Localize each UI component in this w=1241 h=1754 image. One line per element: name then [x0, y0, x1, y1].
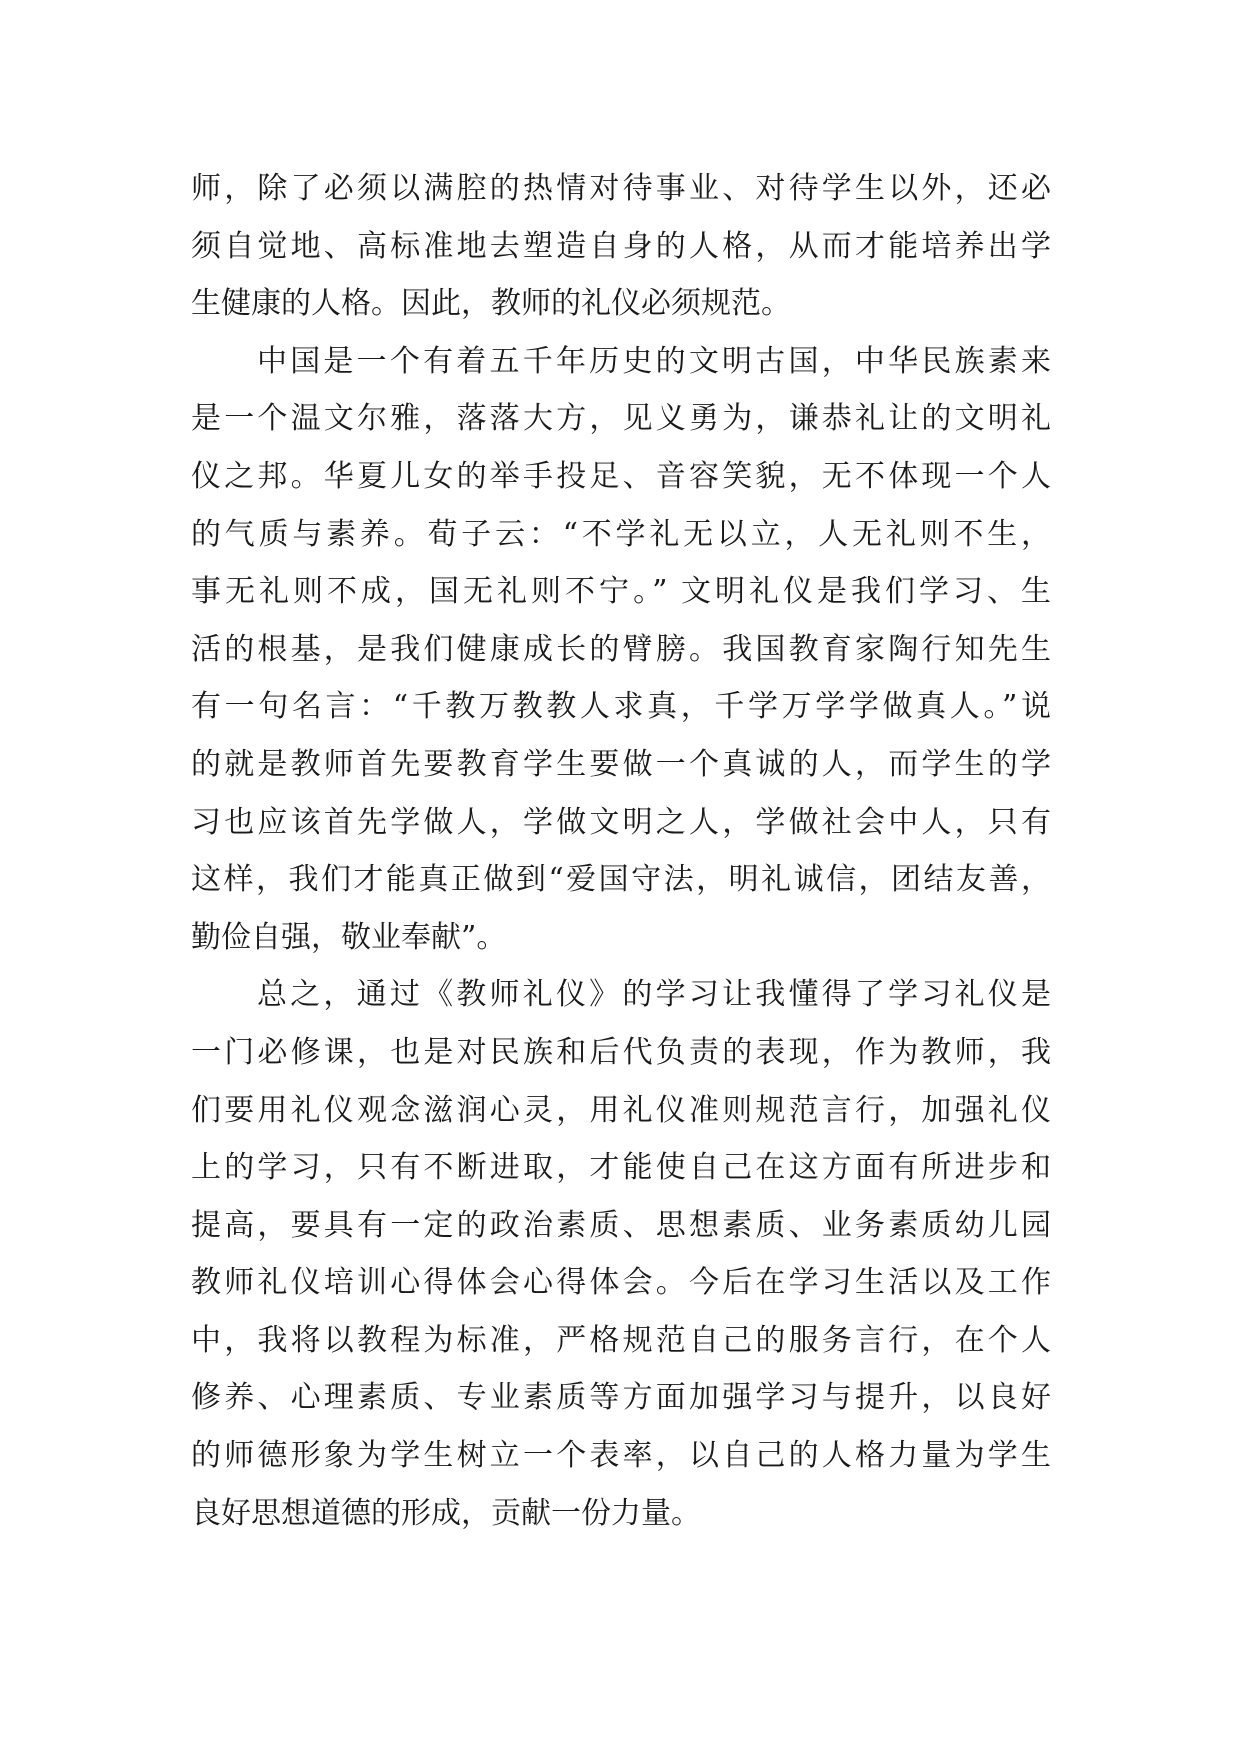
- text-line: 仪之邦。华夏儿女的举手投足、音容笑貌，无不体现一个人: [191, 458, 1051, 494]
- text-line: 须自觉地、高标准地去塑造自身的人格，从而才能培养出学: [191, 228, 1051, 264]
- text-line: 们要用礼仪观念滋润心灵，用礼仪准则规范言行，加强礼仪: [191, 1092, 1051, 1128]
- text-line: 的就是教师首先要教育学生要做一个真诚的人，而学生的学: [191, 746, 1051, 782]
- text-line: 教师礼仪培训心得体会心得体会。今后在学习生活以及工作: [191, 1265, 1051, 1301]
- text-line: 生健康的人格。因此，教师的礼仪必须规范。: [191, 286, 791, 322]
- paragraph-2: [191, 333, 1051, 967]
- text-line: 中国是一个有着五千年历史的文明古国，中华民族素来: [257, 343, 1051, 379]
- text-line: 有一句名言：“千教万教教人求真，千学万学学做真人。”说: [191, 689, 1051, 725]
- text-line: 的师德形象为学生树立一个表率，以自己的人格力量为学生: [191, 1438, 1051, 1474]
- text-line: 事无礼则不成，国无礼则不宁。” 文明礼仪是我们学习、生: [191, 574, 1051, 610]
- text-line: 修养、心理素质、专业素质等方面加强学习与提升，以良好: [191, 1380, 1051, 1416]
- text-line: 这样，我们才能真正做到“爱国守法，明礼诚信，团结友善，: [191, 862, 1051, 898]
- text-line: 一门必修课，也是对民族和后代负责的表现，作为教师，我: [191, 1034, 1051, 1070]
- text-line: 习也应该首先学做人，学做文明之人，学做社会中人，只有: [191, 804, 1051, 840]
- text-line: 良好思想道德的形成，贡献一份力量。: [191, 1495, 701, 1531]
- text-line: 师，除了必须以满腔的热情对待事业、对待学生以外，还必: [191, 171, 1051, 206]
- paragraph-1: [191, 160, 1051, 333]
- text-line: 的气质与素养。荀子云：“不学礼无以立，人无礼则不生，: [191, 516, 1051, 552]
- text-line: 上的学习，只有不断进取，才能使自己在这方面有所进步和: [191, 1150, 1051, 1186]
- text-line: 中，我将以教程为标准，严格规范自己的服务言行，在个人: [191, 1322, 1051, 1358]
- paragraph-3: [191, 966, 1051, 1542]
- document-body: [191, 160, 1051, 1542]
- text-line: 是一个温文尔雅，落落大方，见义勇为，谦恭礼让的文明礼: [191, 401, 1051, 437]
- text-line: 活的根基，是我们健康成长的臂膀。我国教育家陶行知先生: [191, 631, 1051, 667]
- text-line: 提高，要具有一定的政治素质、思想素质、业务素质幼儿园: [191, 1207, 1051, 1243]
- text-line: 总之，通过《教师礼仪》的学习让我懂得了学习礼仪是: [257, 977, 1051, 1013]
- text-line: 勤俭自强，敬业奉献”。: [191, 919, 507, 955]
